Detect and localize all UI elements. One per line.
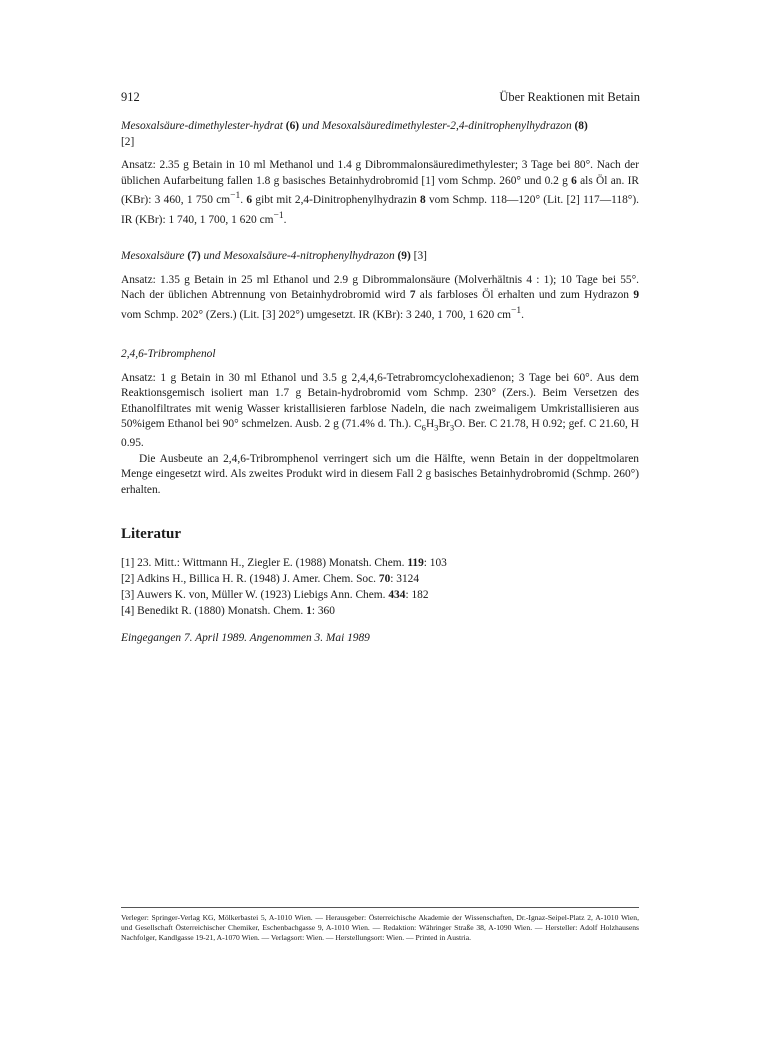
section-heading: Mesoxalsäure (7) und Mesoxalsäure-4-nitrophenylhydrazon (9) [3]	[121, 250, 427, 262]
section-paragraph: Ansatz: 1.35 g Betain in 25 ml Ethanol und 2.9 g Dibrommalonsäure (Molverhältnis 4 : 1); 10 Tage bei 55°. Nach der üblichen Abtrennung von Betainhydrobromid wird 7 als farbloses Öl erhalten und zum Hydrazon 9 vom Schmp. 202° (Zers.) (Lit. [3] 202°) umgesetzt. IR (KBr): 3 240, 1 700, 1 620 $cm^{-1}$.	[121, 273, 640, 321]
section-paragraph-2: Die Ausbeute an 2,4,6-Tribromphenol verringert sich um die Hälfte, wenn Betain in der doppeltmolaren Menge eingesetzt wird. Als zweites Produkt wird in diesem Fall 2 g basisches Betainhydrobromid (Schmp. 260°) erhalten.	[121, 452, 639, 497]
compound-number: (6)	[285, 120, 300, 132]
received-date: Eingegangen 7. April 1989. Angenommen 3. Mai 1989	[121, 632, 370, 644]
publisher-footer: Verleger: Springer-Verlag KG, Mölkerbastei 5, A-1010 Wien. — Herausgeber: Österreichische Akademie der Wissenschaften, Dr.-Ignaz-Seipel-Platz 2, A-1010 Wien, und Gesellschaft Österreichischer Chemiker, Eschenbachgasse 9, A-1010 Wien. — Redaktion: Währinger Straße 38, A-1090 Wien. — Hersteller: Adolf Holzhausens Nachfolger, Kandlgasse 19-21, A-1070 Wien. — Verlagsort: Wien. — Herstellungsort: Wien. — Printed in Austria.	[121, 913, 639, 942]
running-title: Über Reaktionen mit Betain	[499, 90, 640, 104]
footer-divider	[121, 907, 639, 908]
compound-number: (9)	[397, 250, 411, 262]
section-tribromophenol	[121, 347, 639, 499]
reference-item: [4] Benedikt R. (1880) Monatsh. Chem. 1: 360	[121, 605, 335, 617]
reference-list	[121, 555, 447, 619]
section-mesoxalic-dimethylester	[121, 119, 639, 228]
compound-number: (8)	[574, 120, 588, 132]
section-paragraph: Ansatz: 1 g Betain in 30 ml Ethanol und 3.5 g 2,4,4,6-Tetrabromcyclohexadienon; 3 Tage bei 60°. Aus dem Reaktionsgemisch isoliert man 1.7 g Betain-hydrobromid vom Schmp. 230° (Zers.). Beim Versetzen des Ethanolfiltrates mit wenig Wasser kristallisieren farblose Nadeln, die nach zweimaligem Umkristallisieren aus 50%igem Ethanol bei 90° schmelzen. Ausb. 2 g (71.4% d. Th.). $C_6H_3Br_3O$. Ber. C 21.78, H 0.92; gef. C 21.60, H 0.95.	[121, 371, 639, 450]
section-paragraph: Ansatz: 2.35 g Betain in 10 ml Methanol und 1.4 g Dibrommalonsäuredimethylester; 3 Tage bei 80°. Nach der üblichen Aufarbeitung fallen 1.8 g basisches Betainhydrobromid [1] vom Schmp. 260° und 0.2 g 6 als Öl an. IR (KBr): 3 460, 1 750 $cm^{-1}$. 6 gibt mit 2,4-Dinitrophenylhydrazin 8 vom Schmp. 118—120° (Lit. [2] 117—118°). IR (KBr): 1 740, 1 700, 1 620 $cm^{-1}$.	[121, 159, 639, 226]
page-number: 912	[121, 90, 140, 104]
section-heading-ref: [2]	[121, 135, 135, 148]
section-heading-ref: [3]	[413, 250, 427, 262]
compound-number: (7)	[187, 250, 201, 262]
section-heading: Mesoxalsäure-dimethylester-hydrat (6) und Mesoxalsäuredimethylester-2,4-dinitrophenylhydrazon (8)	[121, 120, 588, 132]
reference-item: [3] Auwers K. von, Müller W. (1923) Liebigs Ann. Chem. 434: 182	[121, 589, 429, 601]
literature-title: Literatur	[121, 526, 181, 542]
reference-item: [2] Adkins H., Billica H. R. (1948) J. Amer. Chem. Soc. 70: 3124	[121, 573, 420, 585]
section-heading: 2,4,6-Tribromphenol	[121, 348, 216, 360]
section-mesoxalic-acid	[121, 249, 639, 323]
reference-item: [1] 23. Mitt.: Wittmann H., Ziegler E. (1988) Monatsh. Chem. 119: 103	[121, 557, 447, 569]
